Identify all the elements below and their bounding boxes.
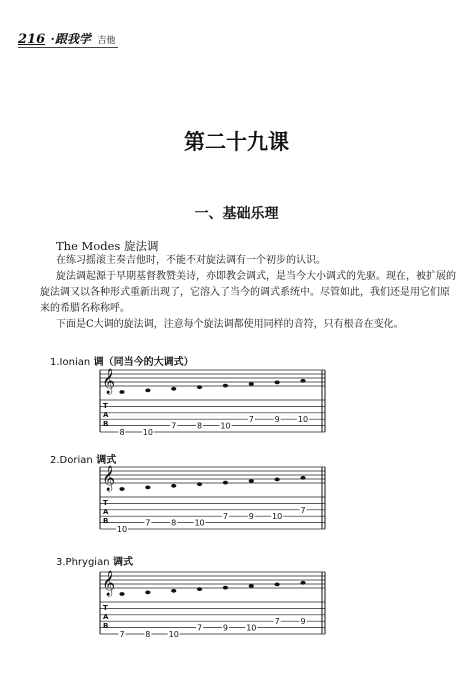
tab-fret-number: 7 (119, 630, 125, 639)
tab-clef-letter: T (103, 499, 108, 507)
example-2-number: 2. (50, 455, 60, 466)
tab-clef-letter: B (103, 517, 109, 525)
note-head (249, 584, 254, 588)
tab-clef-letter: T (103, 402, 108, 410)
tab-fret-number: 7 (197, 623, 203, 633)
page-number: 216 (18, 32, 46, 47)
note-head (223, 384, 228, 388)
tab-fret-number: 7 (171, 421, 177, 431)
lesson-title: 第二十九课 (184, 129, 289, 154)
note-head (275, 478, 280, 482)
note-head (119, 592, 124, 596)
note-head (249, 479, 254, 483)
treble-clef-icon: 𝄞 (102, 466, 116, 491)
note-head (197, 482, 202, 486)
tab-clef-letter: A (103, 508, 109, 516)
note-head (300, 476, 305, 480)
example-2-staff (100, 463, 325, 539)
example-3-number: 3. (56, 557, 66, 568)
note-head (171, 387, 176, 391)
tab-fret-number: 10 (220, 421, 231, 431)
modes-title: The Modes 旋法调 (56, 239, 159, 253)
paragraph-3: 下面是C大调的旋法调，注意每个旋法调都使用同样的音符，只有根音在变化。 (56, 319, 404, 330)
tab-fret-number: 10 (142, 428, 153, 437)
note-head (145, 389, 150, 393)
tab-fret-number: 9 (274, 415, 280, 425)
note-head (145, 591, 150, 595)
treble-clef-icon: 𝄞 (102, 571, 116, 596)
example-1-staff (100, 366, 325, 442)
tab-fret-number: 10 (246, 623, 257, 633)
note-head (119, 390, 124, 394)
tab-clef-letter: B (103, 622, 109, 630)
tab-clef-letter: T (103, 604, 108, 612)
tab-clef-letter: B (103, 420, 109, 428)
tab-fret-number: 10 (272, 512, 283, 522)
tab-clef-letter: A (103, 411, 109, 419)
running-head (18, 30, 115, 47)
note-head (171, 484, 176, 488)
tab-fret-number: 7 (222, 512, 228, 522)
note-head (119, 487, 124, 491)
tab-clef-letter: A (103, 613, 109, 621)
tab-fret-number: 8 (119, 428, 125, 437)
note-head (300, 581, 305, 585)
example-2-desc: 调式 (92, 455, 117, 466)
example-3-staff (100, 568, 325, 644)
tab-fret-number: 10 (194, 518, 205, 528)
tab-fret-number: 8 (171, 518, 177, 528)
note-head (249, 382, 254, 386)
note-head (145, 486, 150, 490)
note-head (223, 586, 228, 590)
tab-fret-number: 7 (248, 415, 254, 425)
tab-fret-number: 9 (300, 617, 306, 627)
book-title: ·跟我学 (50, 32, 91, 46)
book-subtitle: 吉他 (97, 36, 116, 46)
example-3-label (56, 553, 133, 568)
note-head (300, 379, 305, 383)
treble-clef-icon: 𝄞 (102, 369, 116, 394)
note-head (275, 381, 280, 385)
header-rule (18, 47, 118, 48)
tab-fret-number: 8 (145, 630, 151, 639)
note-head (197, 587, 202, 591)
note-head (197, 385, 202, 389)
example-3-desc: 调式 (109, 557, 134, 568)
tab-fret-number: 7 (300, 505, 306, 515)
example-1-mode: Ionian (59, 357, 91, 368)
tab-fret-number: 10 (116, 525, 128, 534)
example-3-mode: Phrygian (65, 557, 110, 568)
paragraph-2 (40, 269, 458, 317)
section-title: 一、基础乐理 (194, 206, 279, 222)
note-head (171, 589, 176, 593)
paragraph-1: 在练习摇滚主奏吉他时，不能不对旋法调有一个初步的认识。 (56, 255, 326, 266)
tab-fret-number: 7 (274, 617, 280, 627)
note-head (275, 583, 280, 587)
example-2-mode: Dorian (59, 455, 93, 466)
tab-fret-number: 7 (145, 518, 151, 528)
tab-fret-number: 10 (297, 415, 309, 425)
tab-fret-number: 9 (222, 623, 228, 633)
note-head (223, 481, 228, 485)
example-1-number: 1. (50, 357, 60, 368)
tab-fret-number: 10 (168, 630, 179, 639)
tab-fret-number: 9 (248, 512, 254, 522)
tab-fret-number: 8 (197, 421, 203, 431)
example-1-desc: 调（同当今的大调式） (90, 357, 194, 368)
paragraph-2-text: 旋法调起源于早期基督教赞美诗，亦即教会调式，是当今大小调式的先驱。现在，被扩展的旋法调又以各种形式重新出现了，它溶入了当今的调式系统中。尽管如此，我们还是用它们原来的希腊名称称呼。 (40, 271, 456, 314)
